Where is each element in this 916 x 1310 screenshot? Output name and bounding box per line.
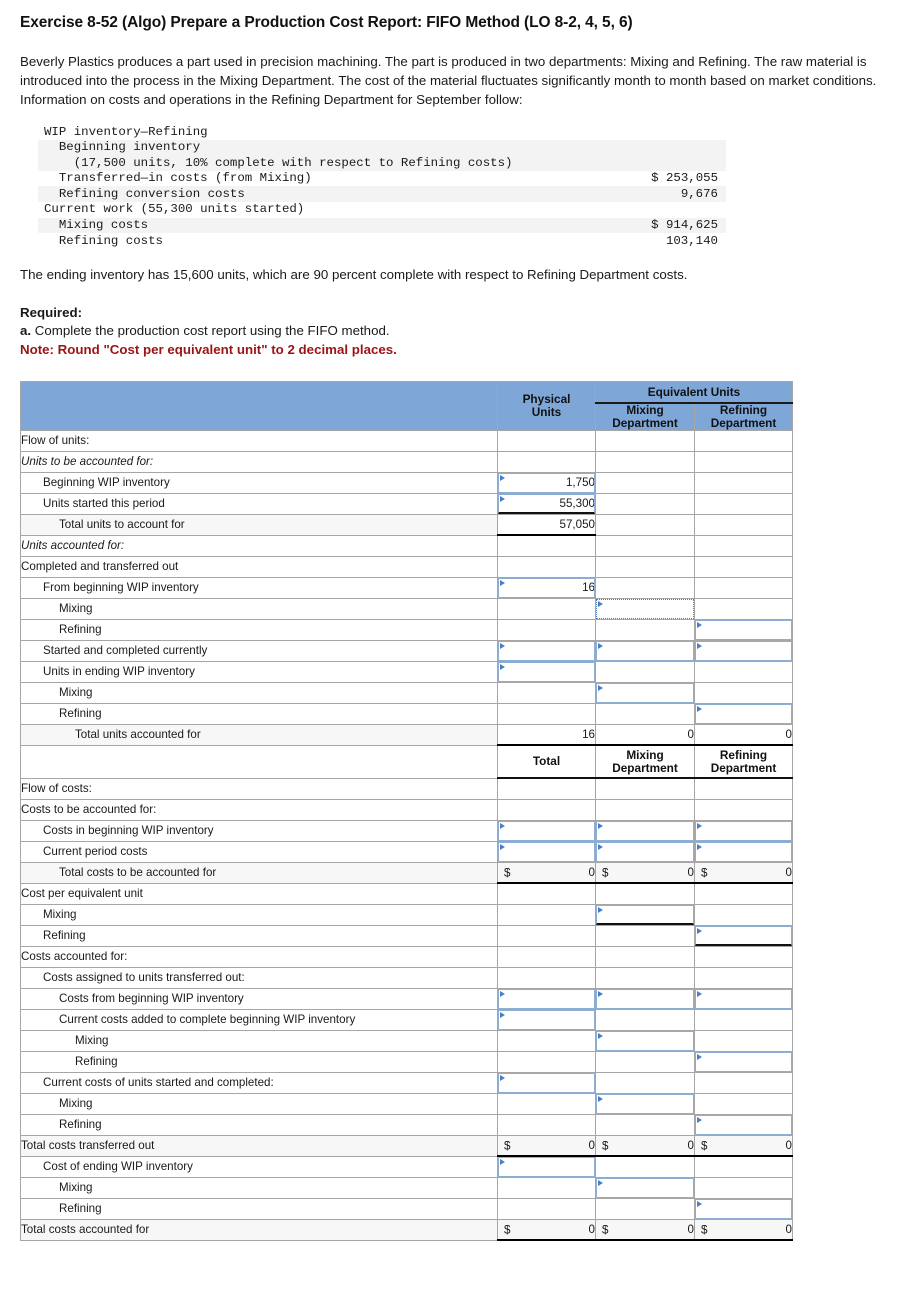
row-label: Mixing [21,598,498,619]
value-cell-c [695,682,793,703]
value-cell-b [596,967,695,988]
given-data-label: Refining conversion costs [44,186,245,201]
total-value: 0 [687,866,694,879]
row-label: Current costs of units started and completed: [21,1072,498,1093]
value-cell-c [695,493,793,514]
table-row [21,1177,793,1198]
value-cell-b [596,1009,695,1030]
total-value: 0 [785,1223,792,1236]
currency-symbol: $ [602,1223,609,1236]
given-data-row [38,124,726,140]
total-value: 0 [687,1223,694,1236]
row-label: Costs in beginning WIP inventory [21,820,498,841]
value-cell-c [695,1156,793,1177]
value-cell-b [596,1135,695,1156]
cost-header-blank [21,745,498,778]
row-label: Costs from beginning WIP inventory [21,988,498,1009]
cell-edit-outline [596,905,694,925]
table-row [21,1198,793,1219]
value-cell-c [695,535,793,556]
given-data-amount [632,202,726,218]
input-cell-c[interactable] [695,841,793,862]
input-cell-a[interactable] [498,1156,596,1177]
input-cell-b[interactable] [596,682,695,703]
cell-edit-outline [596,599,694,619]
table-row [21,640,793,661]
row-label: Total units to account for [21,514,498,535]
value-cell-a [498,703,596,724]
total-value: 0 [785,866,792,879]
given-data-row [38,218,726,234]
value-cell-c [695,1177,793,1198]
table-row [21,883,793,904]
value-cell-b [596,778,695,799]
value-cell-c [695,556,793,577]
value-cell-c [695,904,793,925]
row-label: Flow of units: [21,430,498,451]
cell-edit-outline [596,842,694,862]
table-row [21,1156,793,1177]
value-cell-c [695,1030,793,1051]
cell-edit-outline [498,821,595,841]
cell-value: 16 [582,581,595,595]
cell-value: 55,300 [559,497,595,511]
row-label: Mixing [21,1177,498,1198]
value-cell-c [695,1135,793,1156]
row-label: Units accounted for: [21,535,498,556]
cell-edit-outline [498,578,595,598]
input-cell-b[interactable] [596,640,695,661]
cell-value: 0 [687,728,694,741]
table-row [21,1051,793,1072]
table-row [21,820,793,841]
value-cell-b [596,514,695,535]
row-label: Costs accounted for: [21,946,498,967]
table-row [21,904,793,925]
value-cell-a [498,967,596,988]
input-cell-c[interactable] [695,1051,793,1072]
row-label: Flow of costs: [21,778,498,799]
cell-edit-outline [695,821,792,841]
total-value: 0 [588,1139,595,1152]
currency-symbol: $ [701,1223,708,1236]
page-title: Exercise 8-52 (Algo) Prepare a Production Cost Report: FIFO Method (LO 8-2, 4, 5, 6) [20,14,633,31]
value-cell-c [695,661,793,682]
value-cell-a [498,451,596,472]
table-row [21,799,793,820]
given-data-amount [632,140,726,156]
given-data-label: Current work (55,300 units started) [44,202,305,217]
value-cell-b [596,703,695,724]
table-header-row-1 [21,382,793,403]
value-cell-b [596,1072,695,1093]
required-section [20,304,900,360]
required-item-marker: a. [20,323,32,339]
header-physical-units-line2: Units [531,405,562,419]
value-cell-a [498,724,596,745]
input-cell-c[interactable] [695,925,793,946]
row-label: Current period costs [21,841,498,862]
input-cell-c[interactable] [695,619,793,640]
table-row [21,451,793,472]
cell-edit-outline [695,989,792,1009]
value-cell-b [596,862,695,883]
row-label: Units to be accounted for: [21,451,498,472]
table-row [21,535,793,556]
rounding-note: Note: Round "Cost per equivalent unit" to 2 decimal places. [20,341,397,357]
input-cell-a[interactable] [498,661,596,682]
header-physical-units [498,382,596,431]
value-cell-a [498,799,596,820]
value-cell-c [695,967,793,988]
input-cell-a[interactable] [498,841,596,862]
row-label: Mixing [21,1030,498,1051]
cost-header-total [498,745,596,778]
value-cell-a [498,1030,596,1051]
cost-header-mixing-line2: Department [612,760,678,775]
value-cell-b [596,556,695,577]
given-data-row [38,233,726,249]
value-cell-c [695,514,793,535]
row-label: Units in ending WIP inventory [21,661,498,682]
currency-symbol: $ [701,866,708,879]
value-cell-b [596,799,695,820]
row-label: Cost per equivalent unit [21,883,498,904]
value-cell-b [596,925,695,946]
input-cell-a[interactable] [498,820,596,841]
table-row [21,1135,793,1156]
given-data-label: Transferred—in costs (from Mixing) [44,171,312,186]
value-cell-c [695,451,793,472]
table-row [21,988,793,1009]
cell-edit-outline [695,1115,792,1135]
cost-header-mixing-line1: Mixing [626,747,664,762]
value-cell-c [695,430,793,451]
given-data-label: Beginning inventory [44,140,201,155]
value-cell-c [695,1093,793,1114]
cell-edit-outline [695,842,792,862]
cell-edit-outline [498,989,595,1009]
value-cell-a [498,883,596,904]
value-cell-c [695,946,793,967]
value-cell-c [695,778,793,799]
row-label: Refining [21,1051,498,1072]
header-mixing-line2: Department [612,415,678,430]
total-value: 0 [687,1139,694,1152]
input-cell-c[interactable] [695,703,793,724]
production-cost-report-table [20,381,793,1241]
row-label: Total units accounted for [21,724,498,745]
value-cell-b [596,535,695,556]
table-row [21,598,793,619]
value-cell-b [596,430,695,451]
value-cell-a [498,1198,596,1219]
value-cell-a [498,925,596,946]
row-label: Mixing [21,1093,498,1114]
value-cell-c [695,799,793,820]
value-cell-c [695,472,793,493]
value-cell-b [596,883,695,904]
cell-value: 57,050 [559,518,595,531]
value-cell-b [596,1051,695,1072]
table-row [21,556,793,577]
value-cell-a [498,1051,596,1072]
input-cell-c[interactable] [695,820,793,841]
table-row [21,1219,793,1240]
cell-edit-outline [498,1010,595,1030]
given-data-row [38,155,726,171]
table-row [21,661,793,682]
value-cell-c [695,1219,793,1240]
input-cell-a[interactable] [498,493,596,514]
input-cell-b[interactable] [596,904,695,925]
value-cell-a [498,430,596,451]
currency-symbol: $ [602,1139,609,1152]
value-cell-c [695,724,793,745]
value-cell-b [596,472,695,493]
value-cell-b [596,946,695,967]
cell-edit-outline [498,641,595,661]
cell-edit-outline [596,1031,694,1051]
header-mixing-department-eu [596,403,695,431]
cell-edit-outline [695,704,792,724]
input-cell-b[interactable] [596,841,695,862]
cell-edit-outline [596,683,694,703]
production-cost-report-wrap [20,381,900,1241]
row-label: Started and completed currently [21,640,498,661]
input-cell-a[interactable] [498,1009,596,1030]
currency-symbol: $ [602,866,609,879]
value-cell-a [498,1177,596,1198]
header-mixing-line1: Mixing [626,402,664,417]
given-data-amount [632,155,726,171]
input-cell-b[interactable] [596,820,695,841]
value-cell-b [596,451,695,472]
table-row [21,682,793,703]
row-label: Current costs added to complete beginning WIP inventory [21,1009,498,1030]
cell-edit-outline [695,1199,792,1219]
value-cell-c [695,1072,793,1093]
given-data-row [38,140,726,156]
table-row [21,946,793,967]
input-cell-b[interactable] [596,988,695,1009]
table-row [21,1114,793,1135]
given-data-amount: 103,140 [665,233,718,248]
cell-edit-outline [596,641,694,661]
cell-value: 16 [582,728,595,741]
table-row [21,703,793,724]
cell-edit-outline [498,1157,595,1177]
input-cell-a[interactable] [498,577,596,598]
input-cell-a[interactable] [498,988,596,1009]
value-cell-b [596,619,695,640]
input-cell-a[interactable] [498,1072,596,1093]
input-cell-c[interactable] [695,1198,793,1219]
currency-symbol: $ [701,1139,708,1152]
row-label: Costs assigned to units transferred out: [21,967,498,988]
cell-edit-outline [695,620,792,640]
table-row [21,778,793,799]
given-data-label: WIP inventory—Refining [44,124,208,139]
row-label: Mixing [21,682,498,703]
input-cell-c[interactable] [695,988,793,1009]
required-item-text: Complete the production cost report using the FIFO method. [31,323,390,339]
header-physical-units-line1: Physical [522,392,571,406]
table-row [21,1093,793,1114]
currency-symbol: $ [504,1223,511,1236]
table-row [21,1072,793,1093]
value-cell-a [498,904,596,925]
row-label: Refining [21,619,498,640]
given-data-amount: 9,676 [680,186,718,201]
table-row [21,472,793,493]
value-cell-b [596,577,695,598]
input-cell-c[interactable] [695,1114,793,1135]
cost-header-refining-line1: Refining [719,747,768,762]
cell-edit-outline [695,926,792,946]
cell-value: 1,750 [565,476,595,490]
row-label: Total costs transferred out [21,1135,498,1156]
cell-edit-outline [596,821,694,841]
value-cell-a [498,1135,596,1156]
row-label: Completed and transferred out [21,556,498,577]
total-value: 0 [588,866,595,879]
given-data-label: Mixing costs [44,218,149,233]
value-cell-c [695,1009,793,1030]
cell-edit-outline [596,989,694,1009]
table-row [21,1009,793,1030]
ending-inventory-note: The ending inventory has 15,600 units, which are 90 percent complete with respect to Refining Department costs. [20,266,688,282]
row-label: Refining [21,703,498,724]
given-data-amount: $ 914,625 [651,218,718,233]
row-label: Refining [21,925,498,946]
header-refining-department-eu [695,403,793,431]
row-label: Cost of ending WIP inventory [21,1156,498,1177]
given-data-row [38,171,726,187]
cost-header-mixing [596,745,695,778]
cost-header-total-label: Total [532,754,561,769]
given-data-label: Refining costs [44,233,163,248]
table-row [21,1030,793,1051]
input-cell-a[interactable] [498,472,596,493]
value-cell-b [596,1219,695,1240]
row-label: From beginning WIP inventory [21,577,498,598]
value-cell-a [498,619,596,640]
cell-edit-outline [596,1094,694,1114]
input-cell-b[interactable] [596,1093,695,1114]
value-cell-b [596,724,695,745]
value-cell-a [498,1114,596,1135]
row-label: Beginning WIP inventory [21,472,498,493]
total-value: 0 [588,1223,595,1236]
given-data-amount [632,124,726,140]
given-data-block [38,124,726,249]
currency-symbol: $ [504,1139,511,1152]
value-cell-c [695,598,793,619]
row-label: Refining [21,1198,498,1219]
header-refining-line2: Department [710,415,777,430]
value-cell-a [498,556,596,577]
input-cell-a[interactable] [498,640,596,661]
row-label: Mixing [21,904,498,925]
row-label: Total costs to be accounted for [21,862,498,883]
cell-value: 0 [785,728,792,741]
table-row [21,841,793,862]
currency-symbol: $ [504,866,511,879]
given-data-row [38,202,726,218]
table-row [21,514,793,535]
value-cell-c [695,577,793,598]
value-cell-a [498,946,596,967]
value-cell-b [596,661,695,682]
table-row [21,577,793,598]
table-row [21,430,793,451]
cell-edit-outline [695,641,792,661]
total-value: 0 [785,1139,792,1152]
cell-edit-outline [498,662,595,682]
value-cell-a [498,598,596,619]
value-cell-a [498,1219,596,1240]
value-cell-c [695,883,793,904]
value-cell-a [498,514,596,535]
input-cell-b[interactable] [596,1030,695,1051]
value-cell-c [695,862,793,883]
value-cell-a [498,778,596,799]
cell-edit-outline [498,1073,595,1093]
value-cell-a [498,862,596,883]
given-data-label: (17,500 units, 10% complete with respect to Refining costs) [44,155,513,170]
row-label: Units started this period [21,493,498,514]
cost-header-refining-line2: Department [710,760,777,775]
header-refining-line1: Refining [719,402,768,417]
row-label: Total costs accounted for [21,1219,498,1240]
value-cell-a [498,682,596,703]
table-row [21,724,793,745]
value-cell-b [596,1156,695,1177]
value-cell-a [498,535,596,556]
table-row [21,925,793,946]
cell-edit-outline [596,1178,694,1198]
input-cell-b[interactable] [596,1177,695,1198]
cell-edit-outline [498,842,595,862]
value-cell-b [596,493,695,514]
required-heading: Required: [20,304,83,320]
table-row [21,619,793,640]
given-data-row [38,186,726,202]
table-row [21,862,793,883]
input-cell-b[interactable] [596,598,695,619]
row-label: Refining [21,1114,498,1135]
input-cell-c[interactable] [695,640,793,661]
cost-section-header-row [21,745,793,778]
cost-header-refining [695,745,793,778]
cell-edit-outline [695,1052,792,1072]
table-row [21,967,793,988]
value-cell-b [596,1114,695,1135]
value-cell-a [498,1093,596,1114]
value-cell-b [596,1198,695,1219]
header-blank-corner [21,382,498,431]
required-item-a [20,322,900,341]
row-label: Costs to be accounted for: [21,799,498,820]
intro-paragraph: Beverly Plastics produces a part used in precision machining. The part is produced in two departments: Mixing and Refining. The raw material is introduced into the process in the Mixing Department. The cost of the material fluctuates significantly month to month based on market conditions. Information on costs and operations in the Refining Department for September follow: [20,54,877,107]
exercise-page [0,14,916,1241]
header-equivalent-units: Equivalent Units [596,382,793,403]
given-data-amount: $ 253,055 [651,171,718,186]
table-row [21,493,793,514]
